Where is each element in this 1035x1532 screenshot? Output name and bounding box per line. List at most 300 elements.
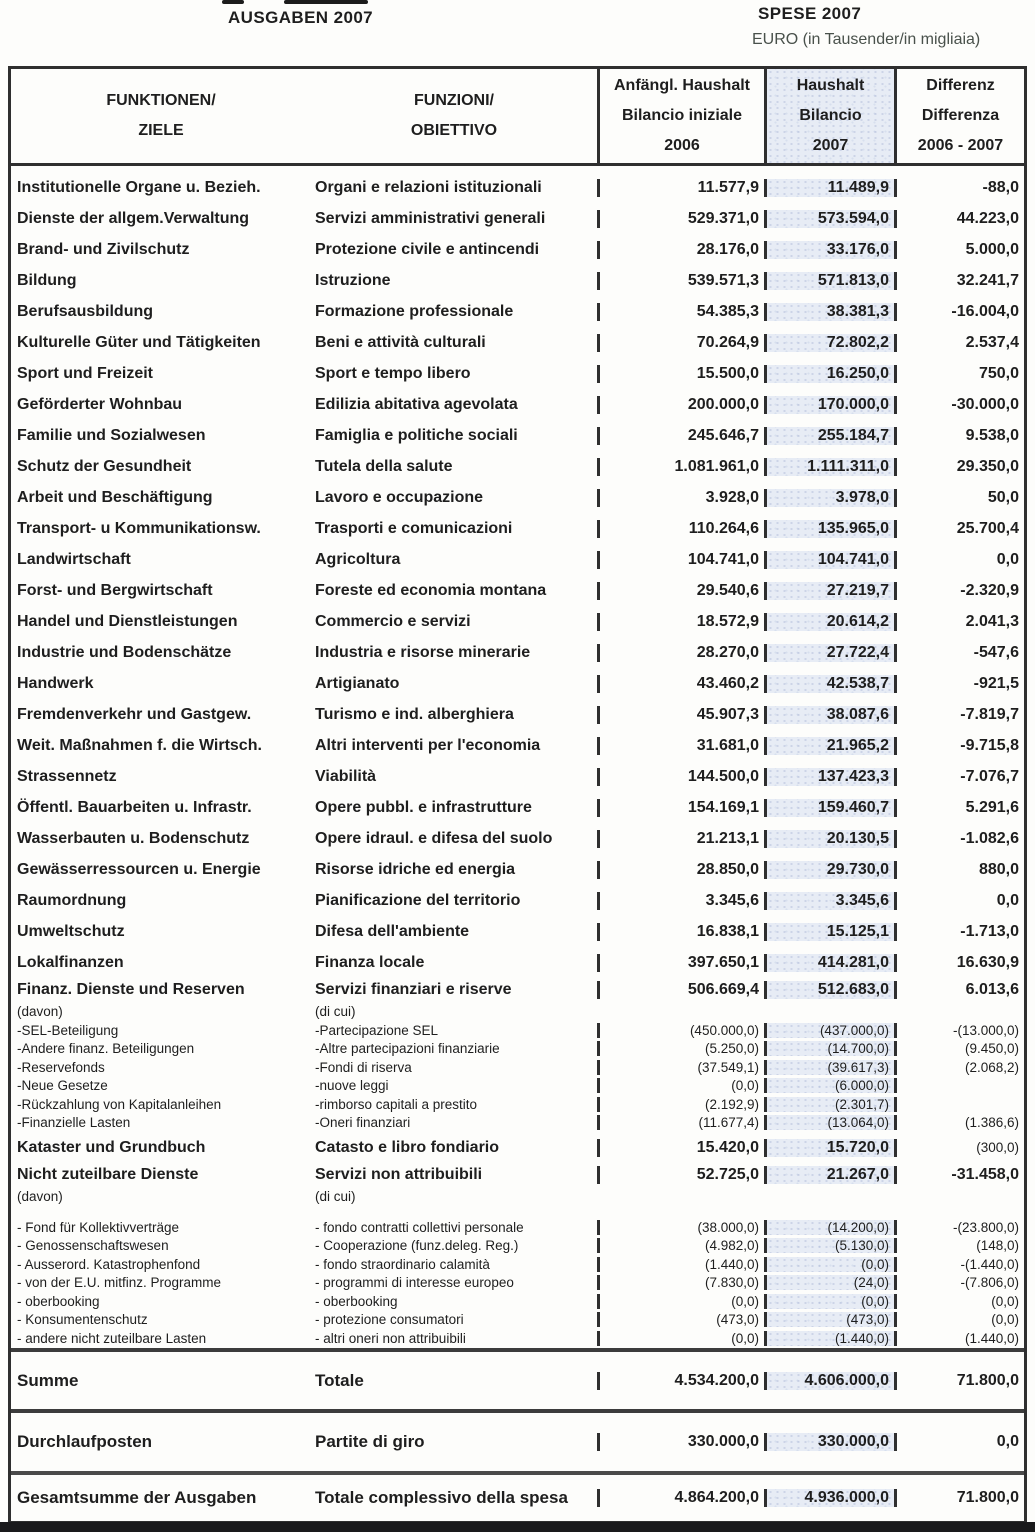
value-difference: -31.458,0 [951,1166,1019,1183]
value-difference: 9.538,0 [965,426,1019,444]
value-initial-budget-2006: 52.725,0 [597,1166,767,1184]
value-difference: 0,0 [996,550,1019,568]
row-label-german: - Fond für Kollektivverträge [17,1219,180,1235]
value-budget-2007: (14.200,0) [767,1220,897,1235]
row-label-german: Institutionelle Organe u. Bezieh. [17,178,261,196]
value-initial-budget-2006: (0,0) [597,1078,767,1093]
value-budget-2007: 33.176,0 [767,241,897,259]
row-label-italian: Difesa dell'ambiente [315,922,470,940]
value-initial-budget-2006: 28.176,0 [597,241,767,259]
table-row [11,947,1024,978]
row-label-german: - Konsumentenschutz [17,1312,148,1328]
value-initial-budget-2006: (0,0) [597,1331,767,1346]
row-label-italian: -nuove leggi [315,1078,389,1094]
table-body [11,166,1024,1348]
table-row [11,1058,1024,1077]
value-budget-2007: 16.250,0 [767,365,897,383]
row-label-german: Öffentl. Bauarbeiten u. Infrastr. [17,798,252,816]
value-budget-2007: (14.700,0) [767,1041,897,1056]
row-label-italian: Totale complessivo della spesa [315,1488,568,1507]
table-row [11,451,1024,482]
row-label-italian: Servizi non attribuibili [315,1166,483,1183]
row-label-italian: Lavoro e occupazione [315,488,484,506]
table-row [11,1237,1024,1256]
value-initial-budget-2006: 70.264,9 [597,334,767,352]
value-initial-budget-2006: (0,0) [597,1294,767,1309]
table-row [11,854,1024,885]
row-label-german: - oberbooking [17,1293,100,1309]
row-label-italian: (di cui) [315,1189,356,1204]
value-budget-2007: 3.978,0 [767,489,897,507]
value-budget-2007: 1.111.311,0 [767,458,897,476]
value-initial-budget-2006: 4.534.200,0 [597,1372,767,1390]
row-label-italian: Istruzione [315,271,391,289]
table-row [11,792,1024,823]
value-difference: 32.241,7 [956,271,1019,289]
value-budget-2007: 21.267,0 [767,1166,897,1184]
value-difference: -16.004,0 [951,302,1019,320]
value-difference: (148,0) [976,1238,1019,1254]
value-budget-2007: (6.000,0) [767,1078,897,1093]
row-label-italian: Partite di giro [315,1432,425,1451]
scan-edge-artifact [222,0,244,4]
row-label-italian: Altri interventi per l'economia [315,736,541,754]
header-line: FUNZIONI/ [414,92,494,109]
value-budget-2007: 42.538,7 [767,675,897,693]
row-label-italian: Opere idraul. e difesa del suolo [315,829,553,847]
row-label-german: (davon) [17,1189,63,1204]
value-difference: 50,0 [987,488,1019,506]
table-row [11,1311,1024,1330]
value-difference: -7.819,7 [960,705,1019,723]
budget-table [8,66,1027,1524]
value-initial-budget-2006: 11.577,9 [597,179,767,197]
header-line: Haushalt [796,77,865,94]
table-row [11,1163,1024,1187]
value-budget-2007: (5.130,0) [767,1238,897,1253]
row-label-italian: Formazione professionale [315,302,514,320]
value-budget-2007: 27.722,4 [767,644,897,662]
header-line: ZIELE [138,122,184,139]
value-initial-budget-2006: 144.500,0 [597,768,767,786]
table-row [11,637,1024,668]
summary-row [11,1471,1024,1521]
row-label-italian: Organi e relazioni istituzionali [315,178,542,196]
row-label-italian: Famiglia e politiche sociali [315,426,518,444]
row-label-german: Geförderter Wohnbau [17,395,183,413]
value-initial-budget-2006: 21.213,1 [597,830,767,848]
row-label-italian: - programmi di interesse europeo [315,1275,514,1291]
value-initial-budget-2006: 330.000,0 [597,1433,767,1451]
value-initial-budget-2006: 31.681,0 [597,737,767,755]
header-line: OBIETTIVO [410,122,498,139]
value-initial-budget-2006: 110.264,6 [597,520,767,538]
value-initial-budget-2006: 45.907,3 [597,706,767,724]
value-initial-budget-2006: 28.270,0 [597,644,767,662]
value-initial-budget-2006: (2.192,9) [597,1097,767,1112]
table-row [11,234,1024,265]
row-label-german: Brand- und Zivilschutz [17,240,190,258]
row-label-german: -Rückzahlung von Kapitalanleihen [17,1096,222,1112]
row-label-german: Landwirtschaft [17,550,131,568]
row-label-german: -Andere finanz. Beteiligungen [17,1041,195,1057]
row-label-italian: Tutela della salute [315,457,453,475]
table-row [11,730,1024,761]
table-row [11,1021,1024,1040]
value-initial-budget-2006: (1.440,0) [597,1257,767,1272]
row-label-german: Weit. Maßnahmen f. die Wirtsch. [17,736,262,754]
value-budget-2007: 512.683,0 [767,981,897,999]
row-label-german: Wasserbauten u. Bodenschutz [17,829,250,847]
row-label-italian: Protezione civile e antincendi [315,240,540,258]
row-label-german: Finanz. Dienste und Reserven [17,981,245,998]
value-difference: 0,0 [996,891,1019,909]
row-label-italian: Pianificazione del territorio [315,891,521,909]
value-difference: (300,0) [976,1140,1019,1155]
value-budget-2007: (0,0) [767,1257,897,1272]
table-header [11,69,1024,166]
value-budget-2007: 4.936.000,0 [767,1489,897,1507]
value-initial-budget-2006: 15.420,0 [597,1139,767,1157]
row-label-german: - andere nicht zuteilbare Lasten [17,1330,207,1346]
table-row [11,327,1024,358]
value-initial-budget-2006: (37.549,1) [597,1060,767,1075]
value-initial-budget-2006: 29.540,6 [597,582,767,600]
row-label-german: Fremdenverkehr und Gastgew. [17,705,252,723]
row-label-german: -Neue Gesetze [17,1078,108,1094]
value-initial-budget-2006: 104.741,0 [597,551,767,569]
row-label-german: Lokalfinanzen [17,953,124,971]
row-label-german: - Genossenschaftswesen [17,1238,169,1254]
value-budget-2007: 571.813,0 [767,272,897,290]
header-col-initial-budget-2006 [597,69,767,163]
row-label-italian: -Altre partecipazioni finanziarie [315,1041,500,1057]
value-difference: -(13.000,0) [952,1022,1019,1038]
table-row [11,978,1024,1002]
summary-section [11,1348,1024,1521]
row-label-italian: Beni e attività culturali [315,333,486,351]
value-difference: 2.537,4 [965,333,1019,351]
row-label-italian: Commercio e servizi [315,612,471,630]
row-label-italian: Turismo e ind. alberghiera [315,705,514,723]
value-difference: 25.700,4 [956,519,1019,537]
row-label-italian: - oberbooking [315,1293,398,1309]
table-row [11,761,1024,792]
row-label-german: (davon) [17,1004,63,1019]
value-budget-2007: (13.064,0) [767,1115,897,1130]
row-label-german: Bildung [17,271,77,289]
row-label-italian: Totale [315,1370,364,1390]
value-difference: -9.715,8 [960,736,1019,754]
summary-row [11,1348,1024,1409]
value-initial-budget-2006: 539.571,3 [597,272,767,290]
row-label-german: Handwerk [17,674,94,692]
value-difference: -88,0 [982,178,1019,196]
value-initial-budget-2006: (473,0) [597,1312,767,1327]
row-label-italian: -rimborso capitali a prestito [315,1096,478,1112]
header-line: Differenz [926,77,995,94]
row-label-german: -Finanzielle Lasten [17,1115,131,1131]
value-budget-2007: 137.423,3 [767,768,897,786]
value-budget-2007: 15.720,0 [767,1139,897,1157]
row-label-german: Transport- u Kommunikationsw. [17,519,261,537]
header-functions-german [11,69,311,163]
value-difference: (1.440,0) [964,1330,1019,1346]
header-col-budget-2007 [767,69,897,163]
table-row [11,1132,1024,1163]
value-initial-budget-2006: 3.928,0 [597,489,767,507]
value-difference: 71.800,0 [956,1489,1019,1506]
table-row [11,1114,1024,1133]
row-label-german: Arbeit und Beschäftigung [17,488,213,506]
row-label-italian: -Oneri finanziari [315,1115,411,1131]
table-row [11,885,1024,916]
row-label-italian: Agricoltura [315,550,401,568]
value-difference: 5.291,6 [965,798,1019,816]
row-label-german: Dienste der allgem.Verwaltung [17,209,250,227]
value-initial-budget-2006: 28.850,0 [597,861,767,879]
value-initial-budget-2006: 154.169,1 [597,799,767,817]
value-difference: -2.320,9 [960,581,1019,599]
value-difference: 750,0 [978,364,1019,382]
value-difference: 6.013,6 [965,981,1019,998]
value-budget-2007: 72.802,2 [767,334,897,352]
value-difference: -1.082,6 [960,829,1019,847]
row-label-italian: Servizi amministrativi generali [315,209,546,227]
value-initial-budget-2006: 16.838,1 [597,923,767,941]
value-difference: (9.450,0) [964,1041,1019,1057]
row-label-german: -Reservefonds [17,1059,105,1075]
table-row [11,420,1024,451]
row-label-german: Handel und Dienstleistungen [17,612,238,630]
header-line: 2006 - 2007 [917,137,1004,154]
value-initial-budget-2006: 43.460,2 [597,675,767,693]
value-initial-budget-2006: (4.982,0) [597,1238,767,1253]
value-budget-2007: 4.606.000,0 [767,1372,897,1390]
table-row [11,1040,1024,1059]
row-label-german: Gewässerressourcen u. Energie [17,860,261,878]
table-row [11,668,1024,699]
row-label-german: -SEL-Beteiligung [17,1022,119,1038]
value-budget-2007: 414.281,0 [767,954,897,972]
row-label-german: Umweltschutz [17,922,125,940]
row-label-german: Nicht zuteilbare Dienste [17,1166,199,1183]
value-difference: (0,0) [991,1293,1019,1309]
row-label-italian: Viabilità [315,767,377,785]
header-line: Bilancio iniziale [621,107,743,124]
table-row [11,699,1024,730]
table-row [11,1187,1024,1206]
value-difference: 880,0 [978,860,1019,878]
header-col-difference [897,69,1024,163]
row-label-german: Industrie und Bodenschätze [17,643,232,661]
table-row [11,544,1024,575]
value-difference: -7.076,7 [960,767,1019,785]
table-row [11,296,1024,327]
table-row [11,1002,1024,1021]
table-row [11,1206,1024,1218]
value-difference: 5.000,0 [965,240,1019,258]
header-line: 2006 [664,137,700,154]
header-line: Differenza [921,107,1000,124]
value-budget-2007: 38.381,3 [767,303,897,321]
value-initial-budget-2006: 245.646,7 [597,427,767,445]
table-row [11,203,1024,234]
table-row [11,1255,1024,1274]
header-line: 2007 [812,137,849,154]
row-label-german: Sport und Freizeit [17,364,153,382]
value-initial-budget-2006: 3.345,6 [597,892,767,910]
value-initial-budget-2006: 4.864.200,0 [597,1489,767,1507]
value-difference: -(23.800,0) [952,1219,1019,1235]
value-budget-2007: 104.741,0 [767,551,897,569]
page-title-german: AUSGABEN 2007 [228,8,374,27]
value-initial-budget-2006: 506.669,4 [597,981,767,999]
row-label-german: Raumordnung [17,891,127,909]
value-initial-budget-2006: (5.250,0) [597,1041,767,1056]
table-row [11,575,1024,606]
row-label-italian: Servizi finanziari e riserve [315,981,512,998]
value-initial-budget-2006: 1.081.961,0 [597,458,767,476]
value-difference: 0,0 [996,1433,1019,1450]
row-label-german: Familie und Sozialwesen [17,426,206,444]
value-initial-budget-2006: 54.385,3 [597,303,767,321]
row-label-italian: - fondo contratti collettivi personale [315,1219,524,1235]
value-initial-budget-2006: 18.572,9 [597,613,767,631]
value-initial-budget-2006: 15.500,0 [597,365,767,383]
value-difference: 44.223,0 [956,209,1019,227]
value-initial-budget-2006: 200.000,0 [597,396,767,414]
row-label-italian: - altri oneri non attribuibili [315,1330,466,1346]
value-difference: 71.800,0 [956,1371,1019,1389]
table-row [11,823,1024,854]
scan-edge-artifact [284,0,368,4]
value-difference: (1.386,6) [964,1115,1019,1131]
value-budget-2007: 170.000,0 [767,396,897,414]
value-budget-2007: 159.460,7 [767,799,897,817]
row-label-italian: -Partecipazione SEL [315,1022,439,1038]
table-row [11,265,1024,296]
table-row [11,916,1024,947]
value-budget-2007: 29.730,0 [767,861,897,879]
row-label-german: Kulturelle Güter und Tätigkeiten [17,333,261,351]
value-budget-2007: (24,0) [767,1275,897,1290]
value-difference: 2.041,3 [965,612,1019,630]
value-initial-budget-2006: (11.677,4) [597,1115,767,1130]
value-budget-2007: 21.965,2 [767,737,897,755]
value-budget-2007: 27.219,7 [767,582,897,600]
value-initial-budget-2006: 397.650,1 [597,954,767,972]
row-label-german: - Ausserord. Katastrophenfond [17,1256,201,1272]
row-label-german: Strassennetz [17,767,117,785]
header-line: Anfängl. Haushalt [613,77,750,94]
row-label-italian: - protezione consumatori [315,1312,464,1328]
value-difference: 29.350,0 [956,457,1019,475]
value-difference: -1.713,0 [960,922,1019,940]
row-label-italian: (di cui) [315,1004,356,1019]
value-budget-2007: (1.440,0) [767,1331,897,1346]
row-label-italian: Catasto e libro fondiario [315,1138,500,1156]
value-initial-budget-2006: 529.371,0 [597,210,767,228]
row-label-italian: Artigianato [315,674,400,692]
value-difference: -30.000,0 [951,395,1019,413]
unit-label: EURO (in Tausender/in migliaia) [752,31,981,48]
table-row [11,1095,1024,1114]
value-budget-2007: 135.965,0 [767,520,897,538]
row-label-italian: Edilizia abitativa agevolata [315,395,518,413]
header-line: Bilancio [799,107,862,124]
value-budget-2007: (2.301,7) [767,1097,897,1112]
table-row [11,1292,1024,1311]
row-label-italian: Trasporti e comunicazioni [315,519,513,537]
value-difference: -(7.806,0) [960,1275,1019,1291]
row-label-italian: -Fondi di riserva [315,1059,412,1075]
value-budget-2007: 38.087,6 [767,706,897,724]
value-budget-2007: 3.345,6 [767,892,897,910]
row-label-german: Schutz der Gesundheit [17,457,192,475]
value-budget-2007: 15.125,1 [767,923,897,941]
row-label-italian: Risorse idriche ed energia [315,860,516,878]
value-budget-2007: 573.594,0 [767,210,897,228]
value-budget-2007: 20.130,5 [767,830,897,848]
value-budget-2007: 255.184,7 [767,427,897,445]
value-difference: -(1.440,0) [960,1256,1019,1272]
table-row [11,1274,1024,1293]
summary-row [11,1409,1024,1471]
value-budget-2007: 20.614,2 [767,613,897,631]
table-row [11,513,1024,544]
row-label-italian: Industria e risorse minerarie [315,643,531,661]
value-budget-2007: (437.000,0) [767,1023,897,1038]
value-difference: (2.068,2) [964,1059,1019,1075]
table-row [11,172,1024,203]
page-title-italian: SPESE 2007 [758,4,862,23]
value-difference: 16.630,9 [956,953,1019,971]
value-budget-2007: 330.000,0 [767,1433,897,1451]
row-label-italian: Foreste ed economia montana [315,581,547,599]
row-label-german: Kataster und Grundbuch [17,1138,206,1156]
value-budget-2007: (0,0) [767,1294,897,1309]
table-row [11,389,1024,420]
value-budget-2007: (473,0) [767,1312,897,1327]
table-row [11,1077,1024,1096]
table-row [11,1218,1024,1237]
row-label-german: Forst- und Bergwirtschaft [17,581,213,599]
table-row [11,606,1024,637]
table-row [11,358,1024,389]
row-label-italian: Opere pubbl. e infrastrutture [315,798,532,816]
value-initial-budget-2006: (38.000,0) [597,1220,767,1235]
row-label-italian: - Cooperazione (funz.deleg. Reg.) [315,1238,519,1254]
value-initial-budget-2006: (450.000,0) [597,1023,767,1038]
value-difference: -547,6 [973,643,1019,661]
row-label-german: Gesamtsumme der Ausgaben [17,1488,257,1507]
row-label-italian: Sport e tempo libero [315,364,471,382]
value-difference: -921,5 [973,674,1019,692]
header-line: FUNKTIONEN/ [106,92,216,109]
row-label-german: Durchlaufposten [17,1432,153,1451]
row-label-italian: Finanza locale [315,953,425,971]
row-label-german: Berufsausbildung [17,302,154,320]
table-row [11,1329,1024,1348]
value-difference: (0,0) [991,1312,1019,1328]
row-label-german: Summe [17,1370,79,1390]
value-initial-budget-2006: (7.830,0) [597,1275,767,1290]
header-functions-italian [311,69,597,163]
row-label-italian: - fondo straordinario calamità [315,1256,490,1272]
value-budget-2007: 11.489,9 [767,179,897,197]
value-budget-2007: (39.617,3) [767,1060,897,1075]
